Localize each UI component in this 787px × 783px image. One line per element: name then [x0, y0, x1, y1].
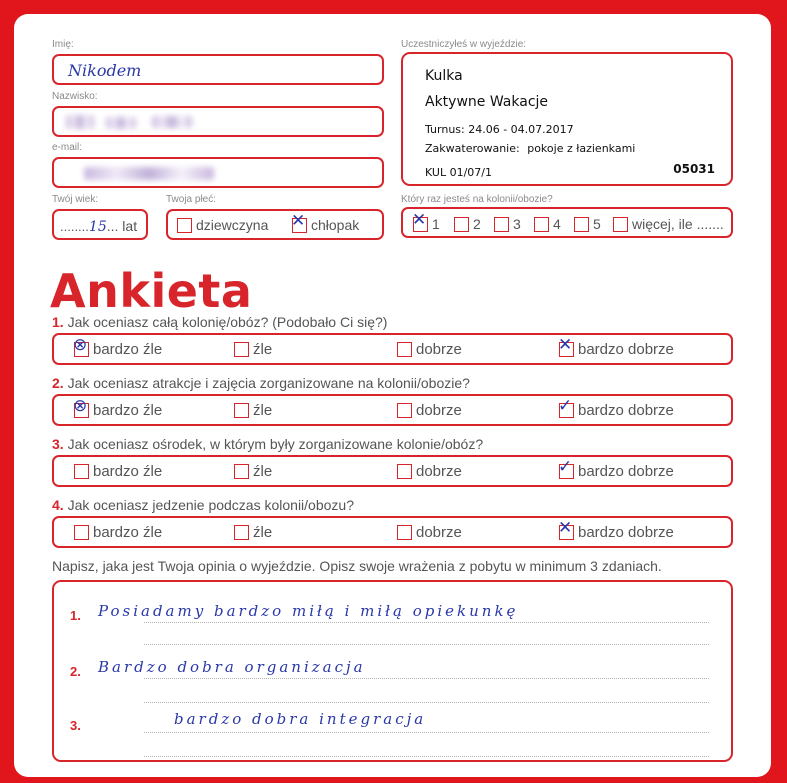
trip-number: 05031 — [673, 162, 715, 176]
name-value: Nikodem — [68, 61, 142, 80]
q3-option-bardzo-zle[interactable]: bardzo źle — [74, 462, 162, 480]
q1-option-bardzo-dobrze[interactable]: ✕ bardzo dobrze — [558, 334, 674, 358]
name-label: Imię: — [52, 39, 74, 50]
times-option-2[interactable]: 2 — [454, 215, 481, 232]
checkmark-icon: ✕ — [558, 517, 573, 538]
times-checkbox-3[interactable] — [494, 217, 509, 232]
age-suffix: ... lat — [106, 218, 138, 234]
gender-field — [166, 209, 384, 240]
checkmark-icon: ⊗ — [73, 334, 88, 355]
question-1: 1. Jak oceniasz całą kolonię/obóz? (Podobało Ci się?) — [52, 314, 388, 330]
times-option-4[interactable]: 4 — [534, 215, 561, 232]
q2-option-zle[interactable]: źle — [234, 401, 272, 419]
q2-option-bardzo-zle[interactable]: ⊗ bardzo źle — [73, 395, 163, 419]
trip-name: Kulka — [425, 68, 463, 84]
gender-female-checkbox[interactable] — [177, 218, 192, 233]
checkmark-icon: ✓ — [558, 395, 573, 416]
checkmark-icon: ✕ — [558, 334, 573, 355]
checkmark-icon: ✕ — [412, 209, 427, 230]
q1-option-bardzo-zle[interactable]: ⊗ bardzo źle — [73, 334, 163, 358]
age-value: 15 — [88, 219, 107, 235]
q4-option-dobrze[interactable]: dobrze — [397, 523, 462, 541]
question-2-options — [52, 394, 733, 426]
trip-brand: Aktywne Wakacje — [425, 94, 549, 110]
q2-option-bardzo-dobrze[interactable]: ✓ bardzo dobrze — [558, 395, 674, 419]
times-checkbox-more[interactable] — [613, 217, 628, 232]
times-option-more[interactable]: więcej, ile ....... — [613, 215, 724, 232]
trip-info-card — [401, 52, 733, 186]
checkmark-icon: ✓ — [558, 456, 573, 477]
q1-option-zle[interactable]: źle — [234, 340, 272, 358]
times-checkbox-1[interactable] — [412, 209, 428, 232]
question-3-options — [52, 455, 733, 487]
answer-3-number: 3. — [70, 718, 81, 733]
age-label: Twój wiek: — [52, 194, 99, 205]
answer-2-number: 2. — [70, 664, 81, 679]
times-option-3[interactable]: 3 — [494, 215, 521, 232]
survey-form-card — [14, 14, 771, 777]
times-option-5[interactable]: 5 — [574, 215, 601, 232]
q4-option-zle[interactable]: źle — [234, 523, 272, 541]
opinion-textarea[interactable] — [52, 580, 733, 762]
accommodation-label: Zakwaterowanie: — [425, 142, 520, 155]
email-field[interactable] — [52, 157, 384, 188]
gender-female-option[interactable]: dziewczyna — [177, 216, 268, 233]
q2-option-dobrze[interactable]: dobrze — [397, 401, 462, 419]
answer-3-text: bardzo dobra integracja — [174, 710, 427, 728]
times-checkbox-2[interactable] — [454, 217, 469, 232]
q3-option-zle[interactable]: źle — [234, 462, 272, 480]
answer-1-text: Posiadamy bardzo miłą i miłą opiekunkę — [98, 602, 519, 620]
surname-field[interactable] — [52, 106, 384, 137]
question-3: 3. Jak oceniasz ośrodek, w którym były zorganizowane kolonie/obóz? — [52, 436, 484, 452]
q3-option-dobrze[interactable]: dobrze — [397, 462, 462, 480]
question-4: 4. Jak oceniasz jedzenie podczas kolonii/obozu? — [52, 497, 354, 513]
times-checkbox-5[interactable] — [574, 217, 589, 232]
q4-option-bardzo-dobrze[interactable]: ✕ bardzo dobrze — [558, 517, 674, 541]
trip-label: Uczestniczyłeś w wyjeździe: — [401, 39, 527, 50]
checkmark-icon: ⊗ — [73, 395, 88, 416]
times-label: Który raz jesteś na kolonii/obozie? — [401, 194, 553, 205]
email-label: e-mail: — [52, 142, 83, 153]
question-4-options — [52, 516, 733, 548]
trip-turnus: Turnus: 24.06 - 04.07.2017 — [425, 123, 574, 136]
name-field[interactable] — [52, 54, 384, 85]
accommodation-value: pokoje z łazienkami — [527, 142, 636, 155]
gender-male-checkbox[interactable] — [291, 210, 307, 233]
checkmark-icon: ✕ — [291, 210, 306, 231]
times-checkbox-4[interactable] — [534, 217, 549, 232]
gender-male-option[interactable]: ✕ chłopak — [291, 210, 360, 234]
trip-code: KUL 01/07/1 — [425, 166, 492, 179]
q4-option-bardzo-zle[interactable]: bardzo źle — [74, 523, 162, 541]
gender-label: Twoja płeć: — [166, 194, 217, 205]
opinion-prompt: Napisz, jaka jest Twoja opinia o wyjeździe. Opisz swoje wrażenia z pobytu w minimum 3 zdaniach. — [52, 558, 662, 574]
age-field[interactable] — [52, 209, 148, 240]
q3-option-bardzo-dobrze[interactable]: ✓ bardzo dobrze — [558, 456, 674, 480]
times-option-1[interactable]: ✕ 1 — [412, 209, 440, 233]
age-prefix: ........ — [60, 219, 89, 234]
answer-2-text: Bardzo dobra organizacja — [98, 658, 366, 676]
q1-option-dobrze[interactable]: dobrze — [397, 340, 462, 358]
question-2: 2. Jak oceniasz atrakcje i zajęcia zorganizowane na kolonii/obozie? — [52, 375, 470, 391]
surname-label: Nazwisko: — [52, 91, 98, 102]
question-1-options — [52, 333, 733, 365]
survey-title: Ankieta — [50, 264, 253, 318]
answer-1-number: 1. — [70, 608, 81, 623]
times-field — [401, 207, 733, 238]
